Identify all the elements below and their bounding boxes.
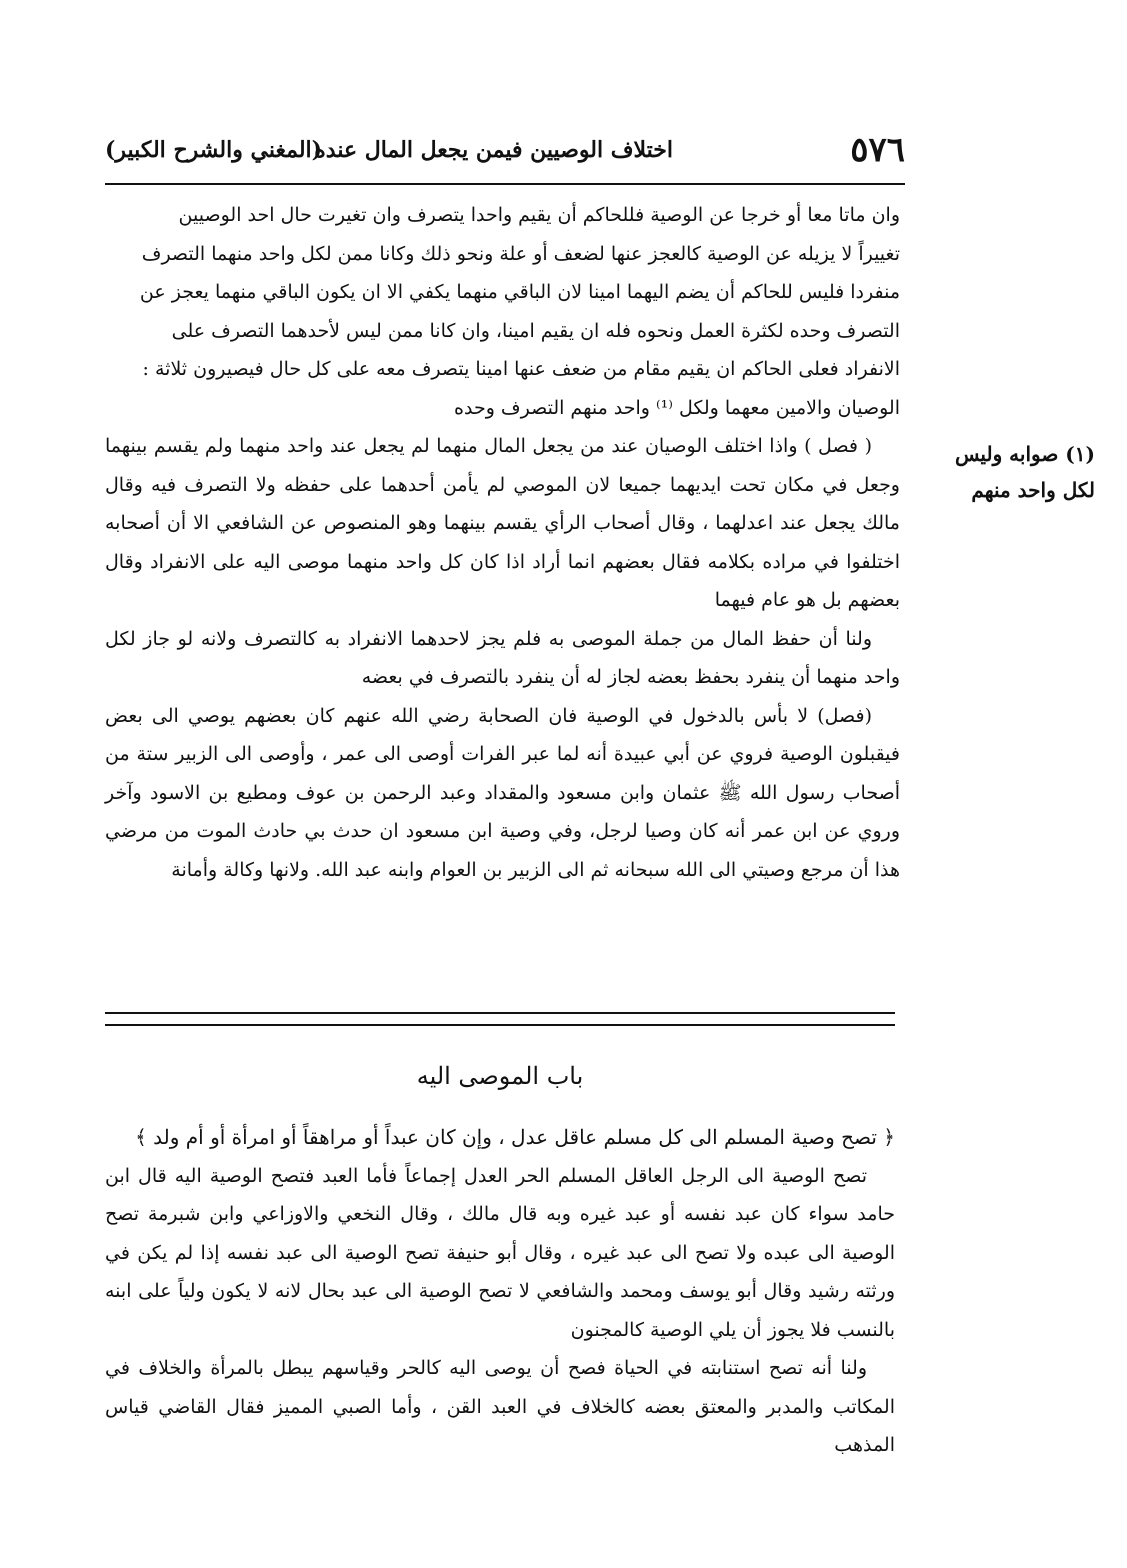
matn-text: ﴿ تصح وصية المسلم الى كل مسلم عاقل عدل ، وإن كان عبداً أو مراهقاً أو امرأة أو أم ولد ﴾ (135, 1125, 895, 1149)
book-title: (المغني والشرح الكبير) (105, 137, 323, 163)
paragraph: ولنا أنه تصح استنابته في الحياة فصح أن يوصى اليه كالحر وقياسهم يبطل بالمرأة والخلاف في المكاتب والمدبر والمعتق بعضه كالخلاف في العبد القن ، وأما الصبي المميز فقال القاضي قياس المذهب (105, 1357, 895, 1456)
text-line: التصرف وحده لكثرة العمل ونحوه فله ان يقيم امينا، وان كانا ممن ليس لأحدهما التصرف على (171, 319, 900, 342)
margin-footnote: (١) صوابه وليس لكل واحد منهم (954, 442, 1095, 502)
running-title: اختلاف الوصيين فيمن يجعل المال عنده (314, 137, 673, 163)
text-line: منفردا فليس للحاكم أن يضم اليهما امينا لان الباقي منهما يكفي الا ان يكون الباقي منهما يعجز عن (139, 281, 900, 303)
chapter-title: باب الموصى اليه (416, 1062, 584, 1090)
paragraph: ولنا أن حفظ المال من جملة الموصى به فلم يجز لاحدهما الانفراد به كالتصرف ولانه لو جاز لكل واحد منهما أن ينفرد بحفظ بعضه لجاز له أن ينفرد بالتصرف في بعضه (105, 627, 900, 688)
main-text-upper (105, 196, 900, 889)
text-line: وان ماتا معا أو خرجا عن الوصية فللحاكم أن يقيم واحدا يتصرف وان تغيرت حال احد الوصيين (178, 204, 900, 226)
main-text-lower (105, 1118, 895, 1465)
page-number: ٥٧٦ (850, 130, 905, 170)
text-line: الوصيان والامين معهما ولكل ⁽¹⁾ واحد منهم التصرف وحده (454, 396, 900, 419)
section-divider (105, 1012, 895, 1026)
paragraph: تصح الوصية الى الرجل العاقل المسلم الحر العدل إجماعاً فأما العبد فتصح الوصية اليه قال ابن حامد سواء كان عبد نفسه أو عبد غيره وبه قال مالك ، وقال النخعي والاوزاعي وابن شبرمة تصح الوصية الى عبده ولا تصح الى عبد غيره ، وقال أبو حنيفة تصح الوصية الى عبد نفسه إذا لم يكن في ورثته رشيد وقال أبو يوسف ومحمد والشافعي لا تصح الوصية الى عبد بحال لانه لا يكون ولياً على ابنه بالنسب فلا يجوز أن يلي الوصية كالمجنون (105, 1164, 895, 1341)
header-rule (105, 183, 905, 185)
text-line: تغييراً لا يزيله عن الوصية كالعجز عنها لضعف أو علة ونحو ذلك وكانا ممن لكل واحد منهما التصرف (141, 242, 900, 265)
page-header (105, 128, 905, 176)
paragraph: (فصل) لا بأس بالدخول في الوصية فان الصحابة رضي الله عنهم كان بعضهم يوصي الى بعض فيقبلون الوصية فروي عن أبي عبيدة أنه لما عبر الفرات أوصى الى عمر ، وأوصى الى الزبير ستة من أصحاب رسول الله ﷺ عثمان وابن مسعود والمقداد وعبد الرحمن بن عوف ومطيع بن الاسود وآخر وروي عن ابن عمر أنه كان وصيا لرجل، وفي وصية ابن مسعود ان حدث بي حادث الموت من مرضي هذا أن مرجع وصيتي الى الله سبحانه ثم الى الزبير بن العوام وابنه عبد الله. ولانها وكالة وأمانة (105, 704, 900, 881)
paragraph: ( فصل ) واذا اختلف الوصيان عند من يجعل المال منهما لم يجعل عند واحد منهما ولم يقسم بينهما وجعل في مكان تحت ايديهما جميعا لان الموصي لم يأمن أحدهما على حفظه ولا التصرف فيه وقال مالك يجعل عند اعدلهما ، وقال أصحاب الرأي يقسم بينهما وهو المنصوص عن الشافعي الا أن أصحابه اختلفوا في مراده بكلامه فقال بعضهم انما أراد اذا كان كل واحد منهما موصى اليه على الانفراد وقال بعضهم بل هو عام فيهما (105, 435, 900, 611)
text-line: الانفراد فعلى الحاكم ان يقيم مقام من ضعف عنها امينا يتصرف معه على كل حال فيصيرون ثلاثة : (142, 358, 900, 380)
